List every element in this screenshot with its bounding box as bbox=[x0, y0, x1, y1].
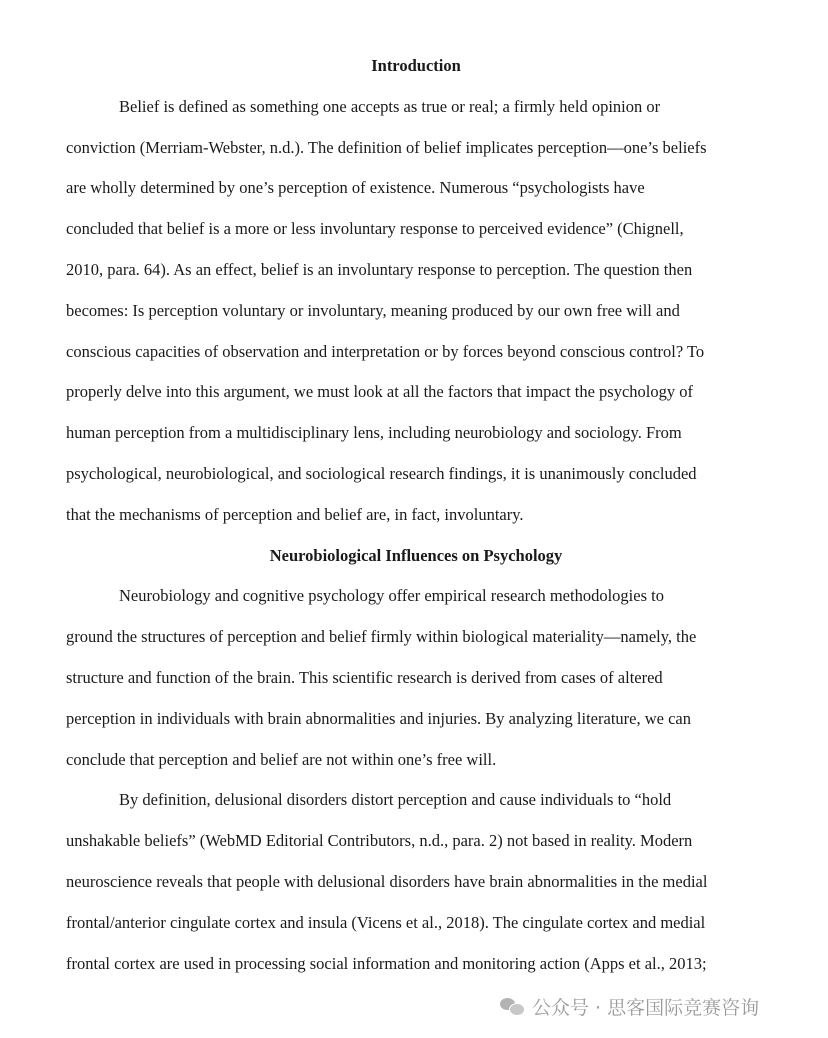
text-line: unshakable beliefs” (WebMD Editorial Contributors, n.d., para. 2) not based in reality. Modern bbox=[66, 831, 693, 851]
text-line: frontal/anterior cingulate cortex and insula (Vicens et al., 2018). The cingulate cortex and medial bbox=[66, 912, 706, 932]
wechat-icon bbox=[500, 996, 524, 1016]
section-heading-neurobiological: Neurobiological Influences on Psychology bbox=[269, 545, 563, 565]
paragraph bbox=[66, 87, 766, 536]
text-line: Belief is defined as something one accepts as true or real; a firmly held opinion or bbox=[119, 96, 661, 116]
text-line: Neurobiology and cognitive psychology offer empirical research methodologies to bbox=[119, 586, 664, 606]
paragraph bbox=[66, 576, 766, 780]
text-line: perception in individuals with brain abnormalities and injuries. By analyzing literature, we can bbox=[66, 708, 691, 728]
text-line: By definition, delusional disorders distort perception and cause individuals to “hold bbox=[119, 790, 672, 810]
text-line: conscious capacities of observation and interpretation or by forces beyond conscious control? To bbox=[66, 341, 705, 361]
text-line: conviction (Merriam-Webster, n.d.). The definition of belief implicates perception—one’s beliefs bbox=[66, 137, 707, 157]
text-line: conclude that perception and belief are not within one’s free will. bbox=[66, 749, 497, 769]
text-line: becomes: Is perception voluntary or involuntary, meaning produced by our own free will and bbox=[66, 300, 680, 320]
text-line: human perception from a multidisciplinary lens, including neurobiology and sociology. From bbox=[66, 423, 682, 443]
text-line: ground the structures of perception and belief firmly within biological materiality—namely, the bbox=[66, 627, 697, 647]
text-line: that the mechanisms of perception and belief are, in fact, involuntary. bbox=[66, 504, 524, 524]
watermark-text: 公众号 · 思客国际竞赛咨询 bbox=[532, 996, 760, 1019]
text-line: concluded that belief is a more or less involuntary response to perceived evidence” (Chignell, bbox=[66, 219, 684, 239]
text-line: are wholly determined by one’s perception of existence. Numerous “psychologists have bbox=[66, 178, 645, 198]
section-heading-introduction: Introduction bbox=[371, 56, 461, 75]
paragraph bbox=[66, 780, 766, 984]
text-line: frontal cortex are used in processing social information and monitoring action (Apps et al., 2013; bbox=[66, 953, 707, 973]
text-line: properly delve into this argument, we must look at all the factors that impact the psychology of bbox=[66, 382, 694, 402]
watermark bbox=[500, 988, 759, 1024]
text-line: neuroscience reveals that people with delusional disorders have brain abnormalities in the medial bbox=[66, 871, 708, 891]
text-line: structure and function of the brain. This scientific research is derived from cases of altered bbox=[66, 667, 663, 687]
text-line: 2010, para. 64). As an effect, belief is an involuntary response to perception. The question then bbox=[66, 259, 693, 279]
text-line: psychological, neurobiological, and sociological research findings, it is unanimously concluded bbox=[66, 463, 697, 483]
document-page bbox=[66, 46, 766, 984]
